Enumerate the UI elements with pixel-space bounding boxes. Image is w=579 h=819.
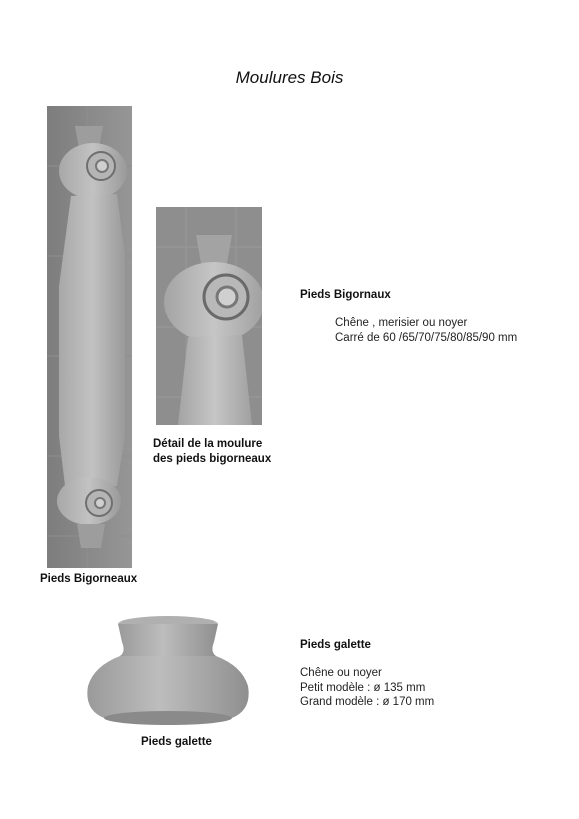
galette-section-title: Pieds galette — [300, 639, 371, 651]
moulure-detail-photo — [156, 207, 262, 425]
galette-details — [300, 666, 434, 710]
galette-photo-caption: Pieds galette — [141, 736, 212, 748]
bigornaux-details — [335, 316, 517, 345]
page-title: Moulures Bois — [235, 68, 344, 87]
detail-caption — [153, 437, 271, 467]
bigornaux-wood-types: Chêne , merisier ou noyer — [335, 317, 468, 329]
galette-wood-types: Chêne ou noyer — [300, 667, 382, 679]
galette-photo — [82, 614, 254, 726]
bigorneau-leg-photo — [47, 106, 132, 568]
bigornaux-section-title: Pieds Bigornaux — [300, 289, 391, 301]
galette-large-model: Grand modèle : ø 170 mm — [300, 696, 435, 708]
bigornaux-sizes: Carré de 60 /65/70/75/80/85/90 mm — [335, 331, 518, 344]
bigorneaux-photo-caption: Pieds Bigorneaux — [40, 573, 138, 585]
galette-small-model: Petit modèle : ø 135 mm — [300, 681, 426, 694]
detail-caption-line-1: Détail de la moulure — [153, 438, 263, 450]
detail-caption-line-2: des pieds bigorneaux — [153, 453, 272, 465]
